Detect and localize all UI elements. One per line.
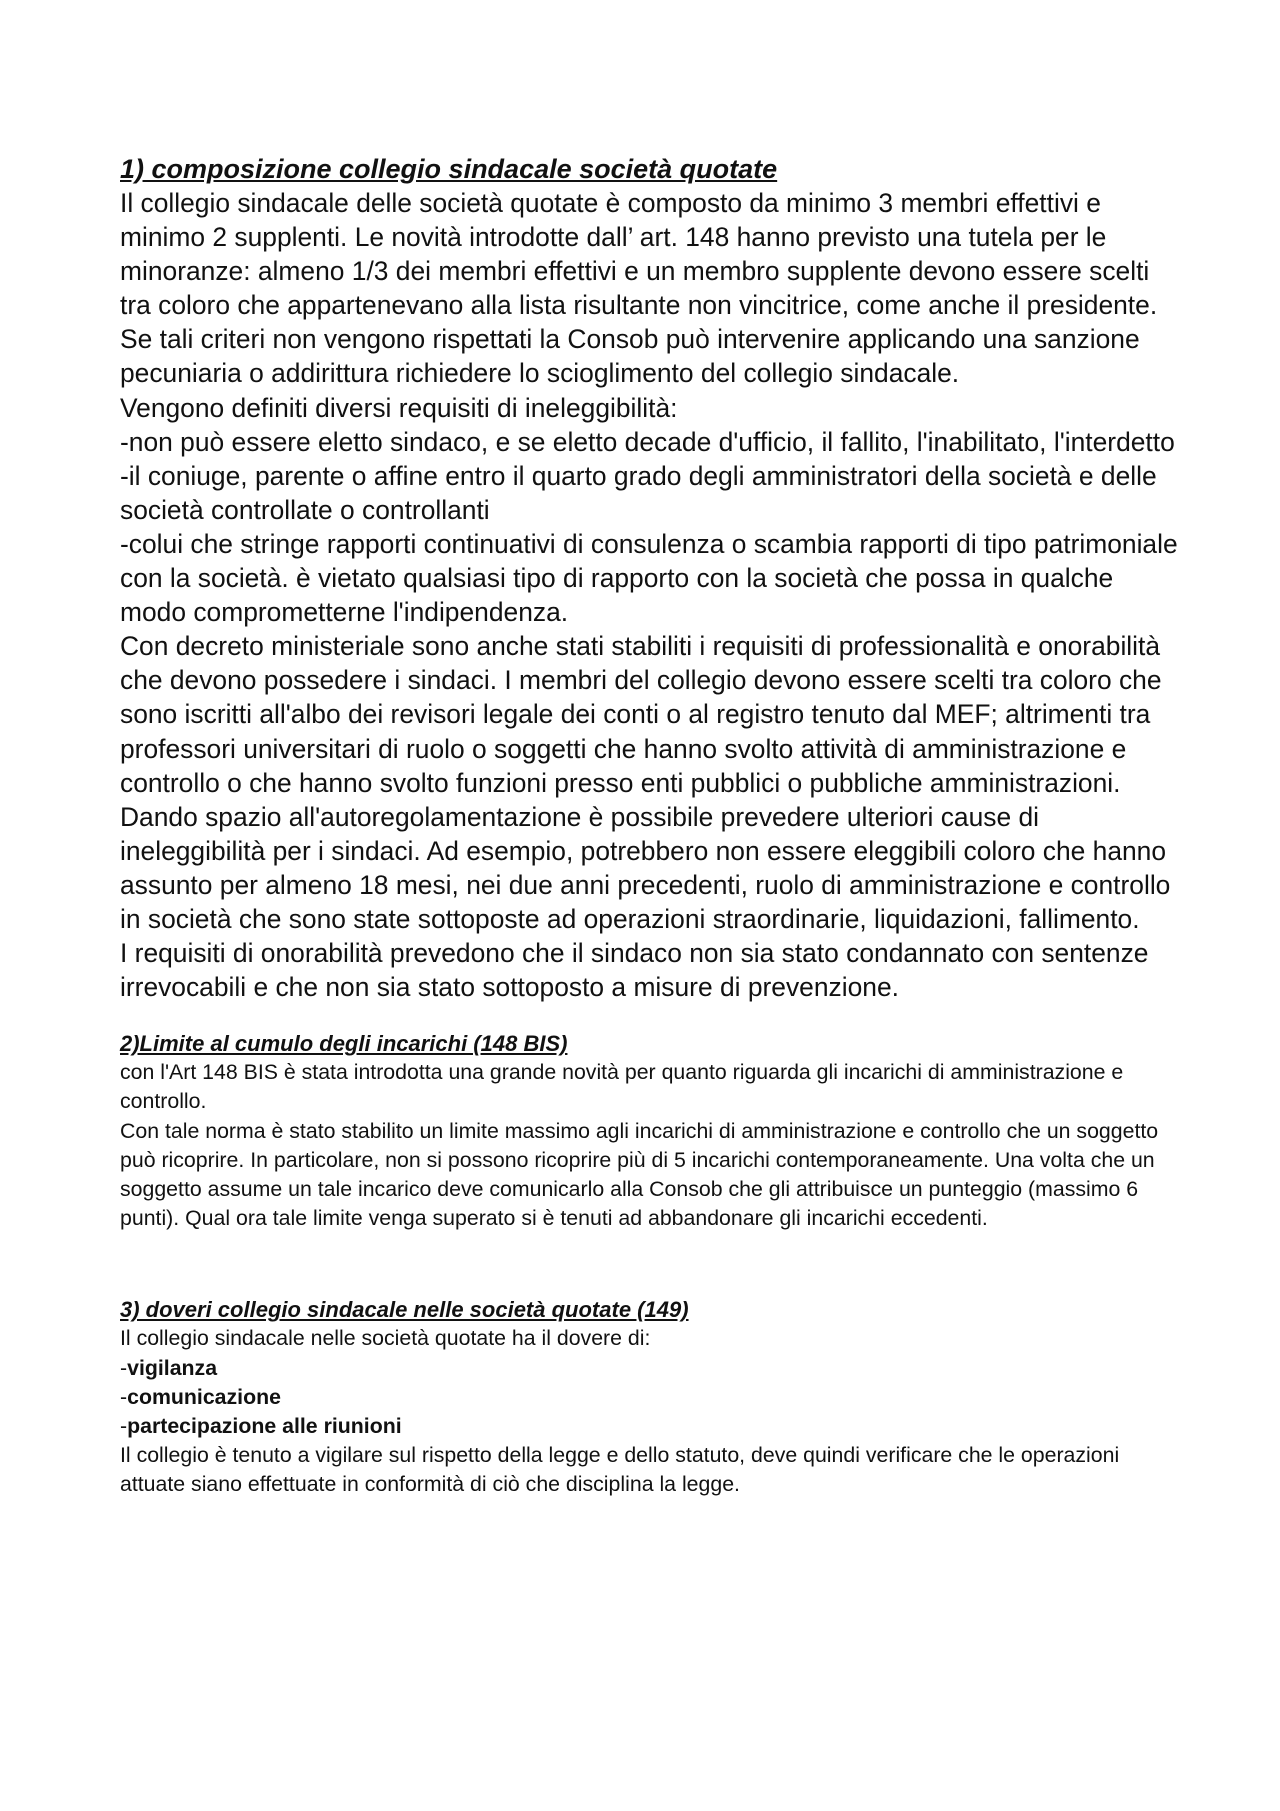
duty-item-prefix: -	[120, 1384, 128, 1409]
section-1-paragraph-2: Vengono definiti diversi requisiti di ineleggibilità:	[120, 392, 678, 423]
section-3-closing: Il collegio è tenuto a vigilare sul rispetto della legge e dello statuto, deve quindi verificare che le operazioni attuate siano effettuate in conformità di ciò che disciplina la legge.	[120, 1443, 1120, 1497]
duty-item-partecipazione	[120, 1412, 1180, 1441]
section-doveri-collegio	[120, 1295, 1180, 1499]
section-2-paragraph-2: Con tale norma è stato stabilito un limite massimo agli incarichi di amministrazione e controllo che un soggetto può ricoprire. In particolare, non si possono ricoprire più di 5 incarichi contemporaneamente. Una volta che un soggetto assume un tale incarico deve comunicarlo alla Consob che gli attribuisce un punteggio (massimo 6 punti). Qual ora tale limite venga superato si è tenuti ad abbandonare gli incarichi eccedenti.	[120, 1118, 1159, 1231]
section-1-paragraph-1: Il collegio sindacale delle società quotate è composto da minimo 3 membri effettivi e minimo 2 supplenti. Le novità introdotte dall’ art. 148 hanno previsto una tutela per le minoranze: almeno 1/3 dei membri effettivi e un membro supplente devono essere scelti tra coloro che appartenevano alla lista risultante non vincitrice, come anche il presidente. Se tali criteri non vengono rispettati la Consob può intervenire applicando una sanzione pecuniaria o addirittura richiedere lo scioglimento del collegio sindacale.	[120, 188, 1158, 389]
document-page	[120, 152, 1180, 1500]
section-2-title: 2)Limite al cumulo degli incarichi (148 BIS)	[120, 1031, 568, 1057]
duty-item-prefix: -	[120, 1355, 128, 1380]
duty-item-label: partecipazione alle riunioni	[127, 1414, 402, 1439]
section-1-title: 1) composizione collegio sindacale società quotate	[120, 154, 778, 184]
duty-item-comunicazione	[120, 1383, 1180, 1412]
duty-item-vigilanza	[120, 1354, 1180, 1383]
section-1-paragraph-3: -non può essere eletto sindaco, e se eletto decade d'ufficio, il fallito, l'inabilitato, l'interdetto	[120, 426, 1175, 457]
duty-item-prefix: -	[120, 1414, 128, 1439]
section-3-title: 3) doveri collegio sindacale nelle società quotate (149)	[120, 1297, 689, 1323]
section-3-intro: Il collegio sindacale nelle società quotate ha il dovere di:	[120, 1326, 651, 1351]
section-1-paragraph-8: I requisiti di onorabilità prevedono che il sindaco non sia stato condannato con sentenze irrevocabili e che non sia stato sottoposto a misure di prevenzione.	[120, 938, 1149, 1003]
duty-item-label: comunicazione	[127, 1384, 281, 1409]
section-1-paragraph-7: Dando spazio all'autoregolamentazione è possibile prevedere ulteriori cause di ineleggibilità per i sindaci. Ad esempio, potrebbero non essere eleggibili coloro che hanno assunto per almeno 18 mesi, nei due anni precedenti, ruolo di amministrazione e controllo in società che sono state sottoposte ad operazioni straordinarie, liquidazioni, fallimento.	[120, 801, 1171, 934]
section-1-paragraph-6: Con decreto ministeriale sono anche stati stabiliti i requisiti di professionalità e onorabilità che devono possedere i sindaci. I membri del collegio devono essere scelti tra coloro che sono iscritti all'albo dei revisori legale dei conti o al registro tenuto dal MEF; altrimenti tra professori universitari di ruolo o soggetti che hanno svolto attività di amministrazione e controllo o che hanno svolto funzioni presso enti pubblici o pubbliche amministrazioni.	[120, 631, 1162, 798]
section-limite-cumulo	[120, 1029, 1180, 1233]
duty-item-label: vigilanza	[127, 1355, 218, 1380]
section-1-paragraph-4: -il coniuge, parente o affine entro il quarto grado degli amministratori della società e delle società controllate o controllanti	[120, 460, 1157, 525]
section-2-paragraph-1: con l'Art 148 BIS è stata introdotta una grande novità per quanto riguarda gli incarichi di amministrazione e controllo.	[120, 1060, 1124, 1114]
section-1-paragraph-5: -colui che stringe rapporti continuativi di consulenza o scambia rapporti di tipo patrimoniale con la società. è vietato qualsiasi tipo di rapporto con la società che possa in qualche modo comprometterne l'indipendenza.	[120, 528, 1178, 628]
section-composizione-collegio	[120, 152, 1180, 1004]
